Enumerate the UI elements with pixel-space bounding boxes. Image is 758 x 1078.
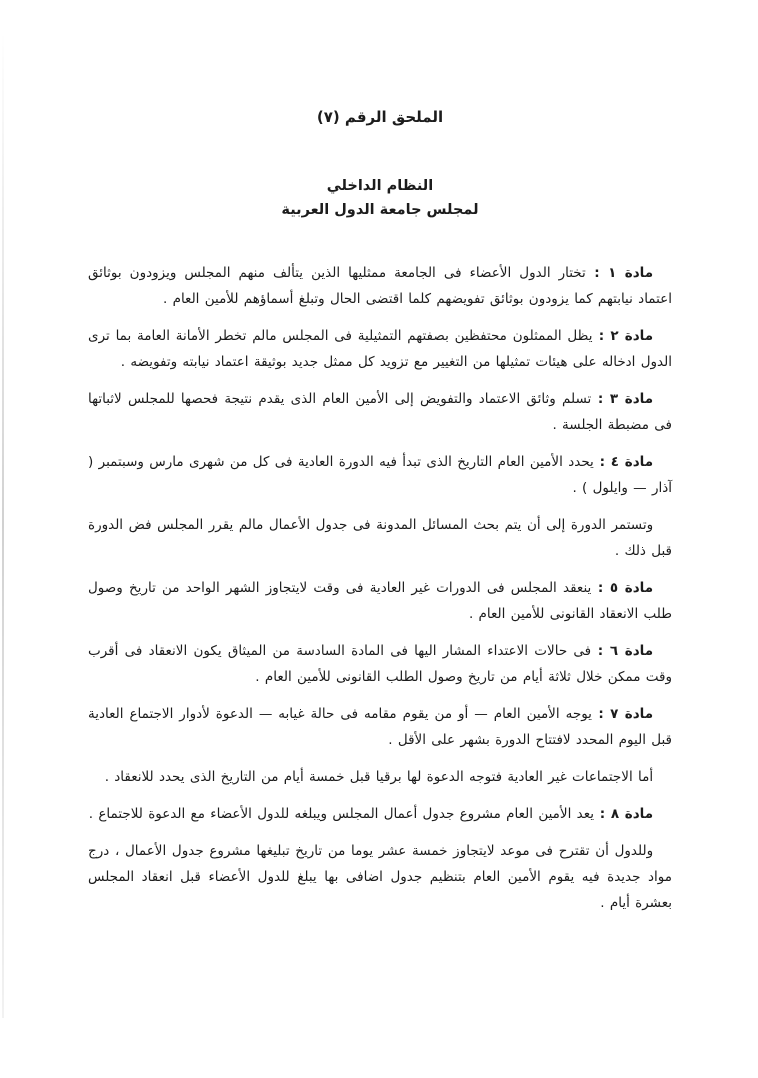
article-label: مادة ٢ : [592,328,654,344]
article-paragraph [88,764,672,790]
article-paragraph [88,323,672,375]
article-label: مادة ٥ : [591,580,654,596]
article-label: مادة ٦ : [591,643,654,659]
document-title: النظام الداخلي [326,178,434,194]
article-paragraph [88,638,672,690]
article-text: فى حالات الاعتداء المشار اليها فى المادة السادسة من الميثاق يكون الانعقاد فى أقرب وقت ممكن خلال ثلاثة أيام من تاريخ وصول الطلب القانونى للأمين العام . [88,643,672,685]
article-text: وتستمر الدورة إلى أن يتم بحث المسائل المدونة فى جدول الأعمال مالم يقرر المجلس فض الدورة قبل ذلك . [88,517,672,559]
article-text: تسلم وثائق الاعتماد والتفويض إلى الأمين العام الذى يقدم نتيجة فحصها للمجلس لاثباتها فى مضبطة الجلسة . [88,391,672,433]
article-text: يحدد الأمين العام التاريخ الذى تبدأ فيه الدورة العادية فى كل من شهرى مارس وسبتمبر ( آذار — وايلول ) . [88,454,672,496]
article-label: مادة ٣ : [591,391,654,407]
article-label: مادة ٨ : [594,806,654,822]
scan-edge-artifact [2,30,4,1018]
article-label: مادة ٧ : [591,706,654,722]
article-text: ينعقد المجلس فى الدورات غير العادية فى وقت لايتجاوز الشهر الواحد من تاريخ وصول طلب الانعقاد القانونى للأمين العام . [88,580,672,622]
article-paragraph [88,575,672,627]
article-text: أما الاجتماعات غير العادية فتوجه الدعوة لها برقيا قبل خمسة أيام من التاريخ الذى يحدد للانعقاد . [104,769,654,785]
article-text: يوجه الأمين العام — أو من يقوم مقامه فى حالة غيابه — الدعوة لأدوار الاجتماع العادية قبل اليوم المحدد لافتتاح الدورة بشهر على الأقل . [88,706,672,748]
appendix-title: الملحق الرقم (٧) [316,108,444,126]
article-paragraph [88,512,672,564]
article-text: تختار الدول الأعضاء فى الجامعة ممثليها الذين يتألف منهم المجلس ويزودون بوثائق اعتماد نيابتهم كما يزودون بوثائق تفويضهم كلما اقتضى الحال وتبلغ أسماؤهم للأمين العام . [88,265,672,307]
article-text: يظل الممثلون محتفظين بصفتهم التمثيلية فى المجلس مالم تخطر الأمانة العامة بما ترى الدول ادخاله على هيئات تمثيلها من التغيير مع تزويد كل ممثل جديد بوثيقة اعتماد نيابته وتفويضه . [88,328,672,370]
article-text: وللدول أن تقترح فى موعد لايتجاوز خمسة عشر يوما من تاريخ تبليغها مشروع جدول الأعمال ، درج مواد جديدة فيه يقوم الأمين العام بتنظيم جدول اضافى بها يبلغ للدول الأعضاء قبل انعقاد المجلس بعشرة أيام . [88,843,672,911]
article-label: مادة ١ : [585,265,654,281]
document-subtitle: لمجلس جامعة الدول العربية [281,202,479,218]
articles-container [88,260,672,916]
page-content [88,0,672,927]
article-paragraph [88,801,672,827]
article-label: مادة ٤ : [593,454,654,470]
article-paragraph [88,838,672,916]
article-paragraph [88,386,672,438]
article-paragraph [88,449,672,501]
article-text: يعد الأمين العام مشروع جدول أعمال المجلس ويبلغه للدول الأعضاء مع الدعوة للاجتماع . [88,806,595,822]
article-paragraph [88,260,672,312]
article-paragraph [88,701,672,753]
